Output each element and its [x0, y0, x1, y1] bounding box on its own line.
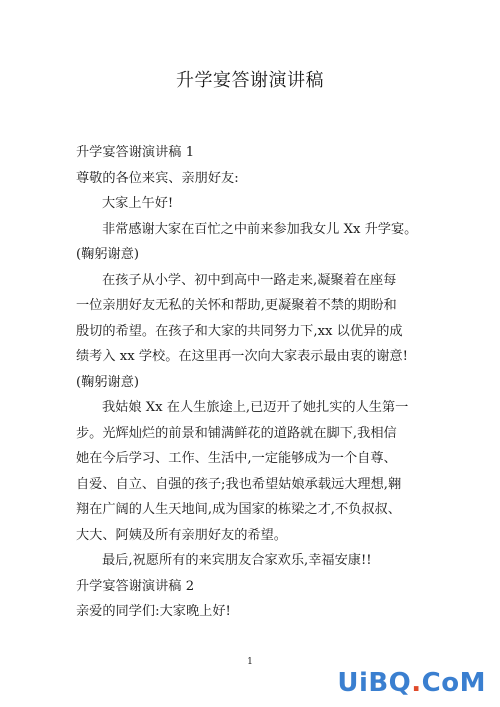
document-line: 升学宴答谢演讲稿 2: [76, 578, 195, 594]
document-line: 升学宴答谢演讲稿 1: [76, 145, 195, 160]
document-line: 殷切的希望。在孩子和大家的共同努力下,xx 以优异的成: [76, 323, 403, 339]
watermark-logo: [337, 668, 486, 698]
document-line: 亲爱的同学们:大家晚上好!: [76, 604, 231, 619]
document-line: 一位亲朋好友无私的关怀和帮助,更凝聚着不禁的期盼和: [76, 298, 397, 313]
document-line: 步。光辉灿烂的前景和铺满鲜花的道路就在脚下,我相信: [76, 425, 397, 441]
document-title: 升学宴答谢演讲稿: [176, 70, 324, 91]
document-line: 在孩子从小学、初中到高中一路走来,凝聚着在座每: [102, 272, 397, 288]
document-body: [76, 140, 426, 625]
document-line: 绩考入 xx 学校。在这里再一次向大家表示最由衷的谢意!: [76, 349, 408, 364]
document-line: (鞠躬谢意): [76, 247, 140, 262]
document-line: 大家上午好!: [102, 196, 174, 211]
document-line: 非常感谢大家在百忙之中前来参加我女儿 Xx 升学宴。: [102, 221, 418, 237]
document-line: 大大、阿姨及所有亲朋好友的希望。: [76, 527, 287, 543]
page-number: 1: [247, 657, 253, 667]
document-line: (鞠躬谢意): [76, 374, 140, 390]
document-line: 最后,祝愿所有的来宾朋友合家欢乐,幸福安康!!: [102, 553, 372, 568]
document-line: 翔在广阔的人生天地间,成为国家的栋梁之才,不负叔叔、: [76, 502, 401, 517]
document-line: 她在今后学习、工作、生活中,一定能够成为一个自尊、: [76, 451, 397, 466]
document-line: 尊敬的各位来宾、亲朋好友:: [76, 170, 239, 186]
watermark-text-part1: UiBQ: [337, 668, 412, 698]
watermark-text-part2: CoM: [421, 668, 486, 698]
watermark-dot: .: [411, 668, 422, 698]
document-line: 自爱、自立、自强的孩子;我也希望姑娘承载远大理想,翱: [76, 476, 402, 492]
document-line: 我姑娘 Xx 在人生旅途上,已迈开了她扎实的人生第一: [102, 400, 409, 415]
